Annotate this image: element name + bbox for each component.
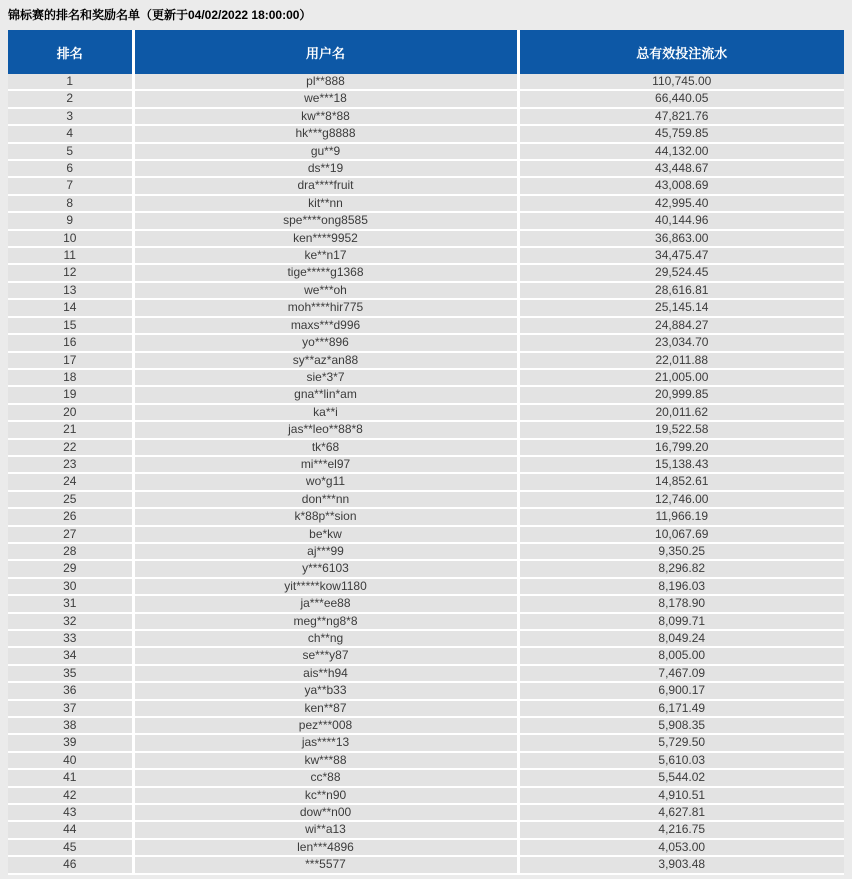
table-row — [8, 578, 844, 595]
table-row — [8, 717, 844, 734]
rank-cell: 8 — [8, 195, 133, 212]
username-cell: yit*****kow1180 — [133, 578, 518, 595]
turnover-cell: 8,005.00 — [518, 647, 844, 664]
rank-cell: 13 — [8, 282, 133, 299]
table-row — [8, 439, 844, 456]
table-body — [8, 74, 844, 874]
turnover-cell: 8,099.71 — [518, 613, 844, 630]
table-row — [8, 352, 844, 369]
table-row — [8, 404, 844, 421]
rank-cell: 35 — [8, 665, 133, 682]
username-cell: moh****hir775 — [133, 299, 518, 316]
rank-cell: 42 — [8, 787, 133, 804]
rank-cell: 30 — [8, 578, 133, 595]
rank-cell: 28 — [8, 543, 133, 560]
username-cell: we***18 — [133, 90, 518, 107]
rank-cell: 21 — [8, 421, 133, 438]
turnover-cell: 22,011.88 — [518, 352, 844, 369]
turnover-cell: 5,544.02 — [518, 769, 844, 786]
turnover-cell: 43,448.67 — [518, 160, 844, 177]
table-row — [8, 369, 844, 386]
table-row — [8, 264, 844, 281]
table-row — [8, 143, 844, 160]
username-cell: k*88p**sion — [133, 508, 518, 525]
rank-cell: 40 — [8, 752, 133, 769]
table-row — [8, 108, 844, 125]
username-cell: wi**a13 — [133, 821, 518, 838]
column-header-rank: 排名 — [8, 30, 133, 74]
table-row — [8, 247, 844, 264]
table-row — [8, 508, 844, 525]
turnover-cell: 42,995.40 — [518, 195, 844, 212]
username-cell: dow**n00 — [133, 804, 518, 821]
turnover-cell: 66,440.05 — [518, 90, 844, 107]
rank-cell: 37 — [8, 700, 133, 717]
username-cell: tige*****g1368 — [133, 264, 518, 281]
username-cell: maxs***d996 — [133, 317, 518, 334]
turnover-cell: 15,138.43 — [518, 456, 844, 473]
turnover-cell: 20,011.62 — [518, 404, 844, 421]
turnover-cell: 14,852.61 — [518, 473, 844, 490]
table-row — [8, 839, 844, 856]
rank-cell: 46 — [8, 856, 133, 873]
username-cell: we***oh — [133, 282, 518, 299]
rank-cell: 24 — [8, 473, 133, 490]
rank-cell: 6 — [8, 160, 133, 177]
username-cell: meg**ng8*8 — [133, 613, 518, 630]
leaderboard-table — [8, 30, 844, 875]
table-row — [8, 299, 844, 316]
turnover-cell: 6,171.49 — [518, 700, 844, 717]
table-row — [8, 613, 844, 630]
column-header-username: 用户名 — [133, 30, 518, 74]
turnover-cell: 24,884.27 — [518, 317, 844, 334]
username-cell: tk*68 — [133, 439, 518, 456]
turnover-cell: 47,821.76 — [518, 108, 844, 125]
rank-cell: 31 — [8, 595, 133, 612]
rank-cell: 45 — [8, 839, 133, 856]
username-cell: be*kw — [133, 526, 518, 543]
header-row — [8, 30, 844, 74]
table-row — [8, 630, 844, 647]
turnover-cell: 16,799.20 — [518, 439, 844, 456]
username-cell: aj***99 — [133, 543, 518, 560]
turnover-cell: 11,966.19 — [518, 508, 844, 525]
table-row — [8, 90, 844, 107]
turnover-cell: 34,475.47 — [518, 247, 844, 264]
table-row — [8, 473, 844, 490]
rank-cell: 23 — [8, 456, 133, 473]
username-cell: cc*88 — [133, 769, 518, 786]
username-cell: jas**leo**88*8 — [133, 421, 518, 438]
username-cell: wo*g11 — [133, 473, 518, 490]
table-row — [8, 282, 844, 299]
table-header — [8, 30, 844, 74]
username-cell: jas****13 — [133, 734, 518, 751]
username-cell: don***nn — [133, 491, 518, 508]
username-cell: ka**i — [133, 404, 518, 421]
turnover-cell: 6,900.17 — [518, 682, 844, 699]
username-cell: sie*3*7 — [133, 369, 518, 386]
table-row — [8, 386, 844, 403]
turnover-cell: 7,467.09 — [518, 665, 844, 682]
turnover-cell: 110,745.00 — [518, 74, 844, 90]
rank-cell: 19 — [8, 386, 133, 403]
table-row — [8, 317, 844, 334]
table-row — [8, 665, 844, 682]
rank-cell: 1 — [8, 74, 133, 90]
username-cell: pl**888 — [133, 74, 518, 90]
username-cell: len***4896 — [133, 839, 518, 856]
username-cell: ya**b33 — [133, 682, 518, 699]
username-cell: gu**9 — [133, 143, 518, 160]
table-row — [8, 682, 844, 699]
rank-cell: 17 — [8, 352, 133, 369]
rank-cell: 36 — [8, 682, 133, 699]
rank-cell: 18 — [8, 369, 133, 386]
rank-cell: 43 — [8, 804, 133, 821]
rank-cell: 26 — [8, 508, 133, 525]
table-row — [8, 456, 844, 473]
table-row — [8, 74, 844, 90]
turnover-cell: 8,178.90 — [518, 595, 844, 612]
turnover-cell: 29,524.45 — [518, 264, 844, 281]
username-cell: pez***008 — [133, 717, 518, 734]
table-row — [8, 595, 844, 612]
username-cell: ja***ee88 — [133, 595, 518, 612]
username-cell: spe****ong8585 — [133, 212, 518, 229]
rank-cell: 25 — [8, 491, 133, 508]
turnover-cell: 9,350.25 — [518, 543, 844, 560]
page-title: 锦标赛的排名和奖励名单（更新于04/02/2022 18:00:00） — [8, 8, 312, 22]
rank-cell: 14 — [8, 299, 133, 316]
turnover-cell: 23,034.70 — [518, 334, 844, 351]
table-row — [8, 560, 844, 577]
turnover-cell: 8,296.82 — [518, 560, 844, 577]
table-row — [8, 700, 844, 717]
table-row — [8, 125, 844, 142]
turnover-cell: 45,759.85 — [518, 125, 844, 142]
username-cell: kw**8*88 — [133, 108, 518, 125]
rank-cell: 22 — [8, 439, 133, 456]
turnover-cell: 20,999.85 — [518, 386, 844, 403]
rank-cell: 29 — [8, 560, 133, 577]
rank-cell: 7 — [8, 177, 133, 194]
username-cell: kit**nn — [133, 195, 518, 212]
rank-cell: 3 — [8, 108, 133, 125]
table-row — [8, 421, 844, 438]
rank-cell: 9 — [8, 212, 133, 229]
turnover-cell: 19,522.58 — [518, 421, 844, 438]
turnover-cell: 5,729.50 — [518, 734, 844, 751]
turnover-cell: 8,196.03 — [518, 578, 844, 595]
table-row — [8, 160, 844, 177]
rank-cell: 33 — [8, 630, 133, 647]
table-row — [8, 804, 844, 821]
turnover-cell: 4,627.81 — [518, 804, 844, 821]
username-cell: yo***896 — [133, 334, 518, 351]
table-row — [8, 856, 844, 873]
table-row — [8, 195, 844, 212]
username-cell: kc**n90 — [133, 787, 518, 804]
turnover-cell: 21,005.00 — [518, 369, 844, 386]
table-row — [8, 734, 844, 751]
username-cell: gna**lin*am — [133, 386, 518, 403]
table-row — [8, 821, 844, 838]
username-cell: dra****fruit — [133, 177, 518, 194]
table-row — [8, 491, 844, 508]
username-cell: ***5577 — [133, 856, 518, 873]
username-cell: ken**87 — [133, 700, 518, 717]
rank-cell: 10 — [8, 230, 133, 247]
username-cell: ais**h94 — [133, 665, 518, 682]
table-row — [8, 787, 844, 804]
rank-cell: 4 — [8, 125, 133, 142]
username-cell: se***y87 — [133, 647, 518, 664]
rank-cell: 12 — [8, 264, 133, 281]
turnover-cell: 8,049.24 — [518, 630, 844, 647]
turnover-cell: 5,610.03 — [518, 752, 844, 769]
turnover-cell: 4,216.75 — [518, 821, 844, 838]
table-row — [8, 526, 844, 543]
rank-cell: 15 — [8, 317, 133, 334]
table-row — [8, 212, 844, 229]
turnover-cell: 43,008.69 — [518, 177, 844, 194]
rank-cell: 20 — [8, 404, 133, 421]
table-row — [8, 334, 844, 351]
username-cell: y***6103 — [133, 560, 518, 577]
rank-cell: 38 — [8, 717, 133, 734]
rank-cell: 2 — [8, 90, 133, 107]
turnover-cell: 44,132.00 — [518, 143, 844, 160]
turnover-cell: 25,145.14 — [518, 299, 844, 316]
rank-cell: 32 — [8, 613, 133, 630]
username-cell: ke**n17 — [133, 247, 518, 264]
table-row — [8, 177, 844, 194]
username-cell: hk***g8888 — [133, 125, 518, 142]
rank-cell: 27 — [8, 526, 133, 543]
turnover-cell: 10,067.69 — [518, 526, 844, 543]
username-cell: mi***el97 — [133, 456, 518, 473]
table-row — [8, 769, 844, 786]
column-header-turnover: 总有效投注流水 — [518, 30, 844, 74]
table-row — [8, 543, 844, 560]
username-cell: ch**ng — [133, 630, 518, 647]
turnover-cell: 12,746.00 — [518, 491, 844, 508]
rank-cell: 5 — [8, 143, 133, 160]
username-cell: sy**az*an88 — [133, 352, 518, 369]
table-row — [8, 647, 844, 664]
username-cell: ken****9952 — [133, 230, 518, 247]
turnover-cell: 28,616.81 — [518, 282, 844, 299]
rank-cell: 41 — [8, 769, 133, 786]
table-row — [8, 230, 844, 247]
rank-cell: 11 — [8, 247, 133, 264]
rank-cell: 16 — [8, 334, 133, 351]
rank-cell: 39 — [8, 734, 133, 751]
turnover-cell: 36,863.00 — [518, 230, 844, 247]
rank-cell: 34 — [8, 647, 133, 664]
turnover-cell: 40,144.96 — [518, 212, 844, 229]
rank-cell: 44 — [8, 821, 133, 838]
table-row — [8, 752, 844, 769]
turnover-cell: 3,903.48 — [518, 856, 844, 873]
username-cell: ds**19 — [133, 160, 518, 177]
turnover-cell: 5,908.35 — [518, 717, 844, 734]
username-cell: kw***88 — [133, 752, 518, 769]
turnover-cell: 4,910.51 — [518, 787, 844, 804]
turnover-cell: 4,053.00 — [518, 839, 844, 856]
